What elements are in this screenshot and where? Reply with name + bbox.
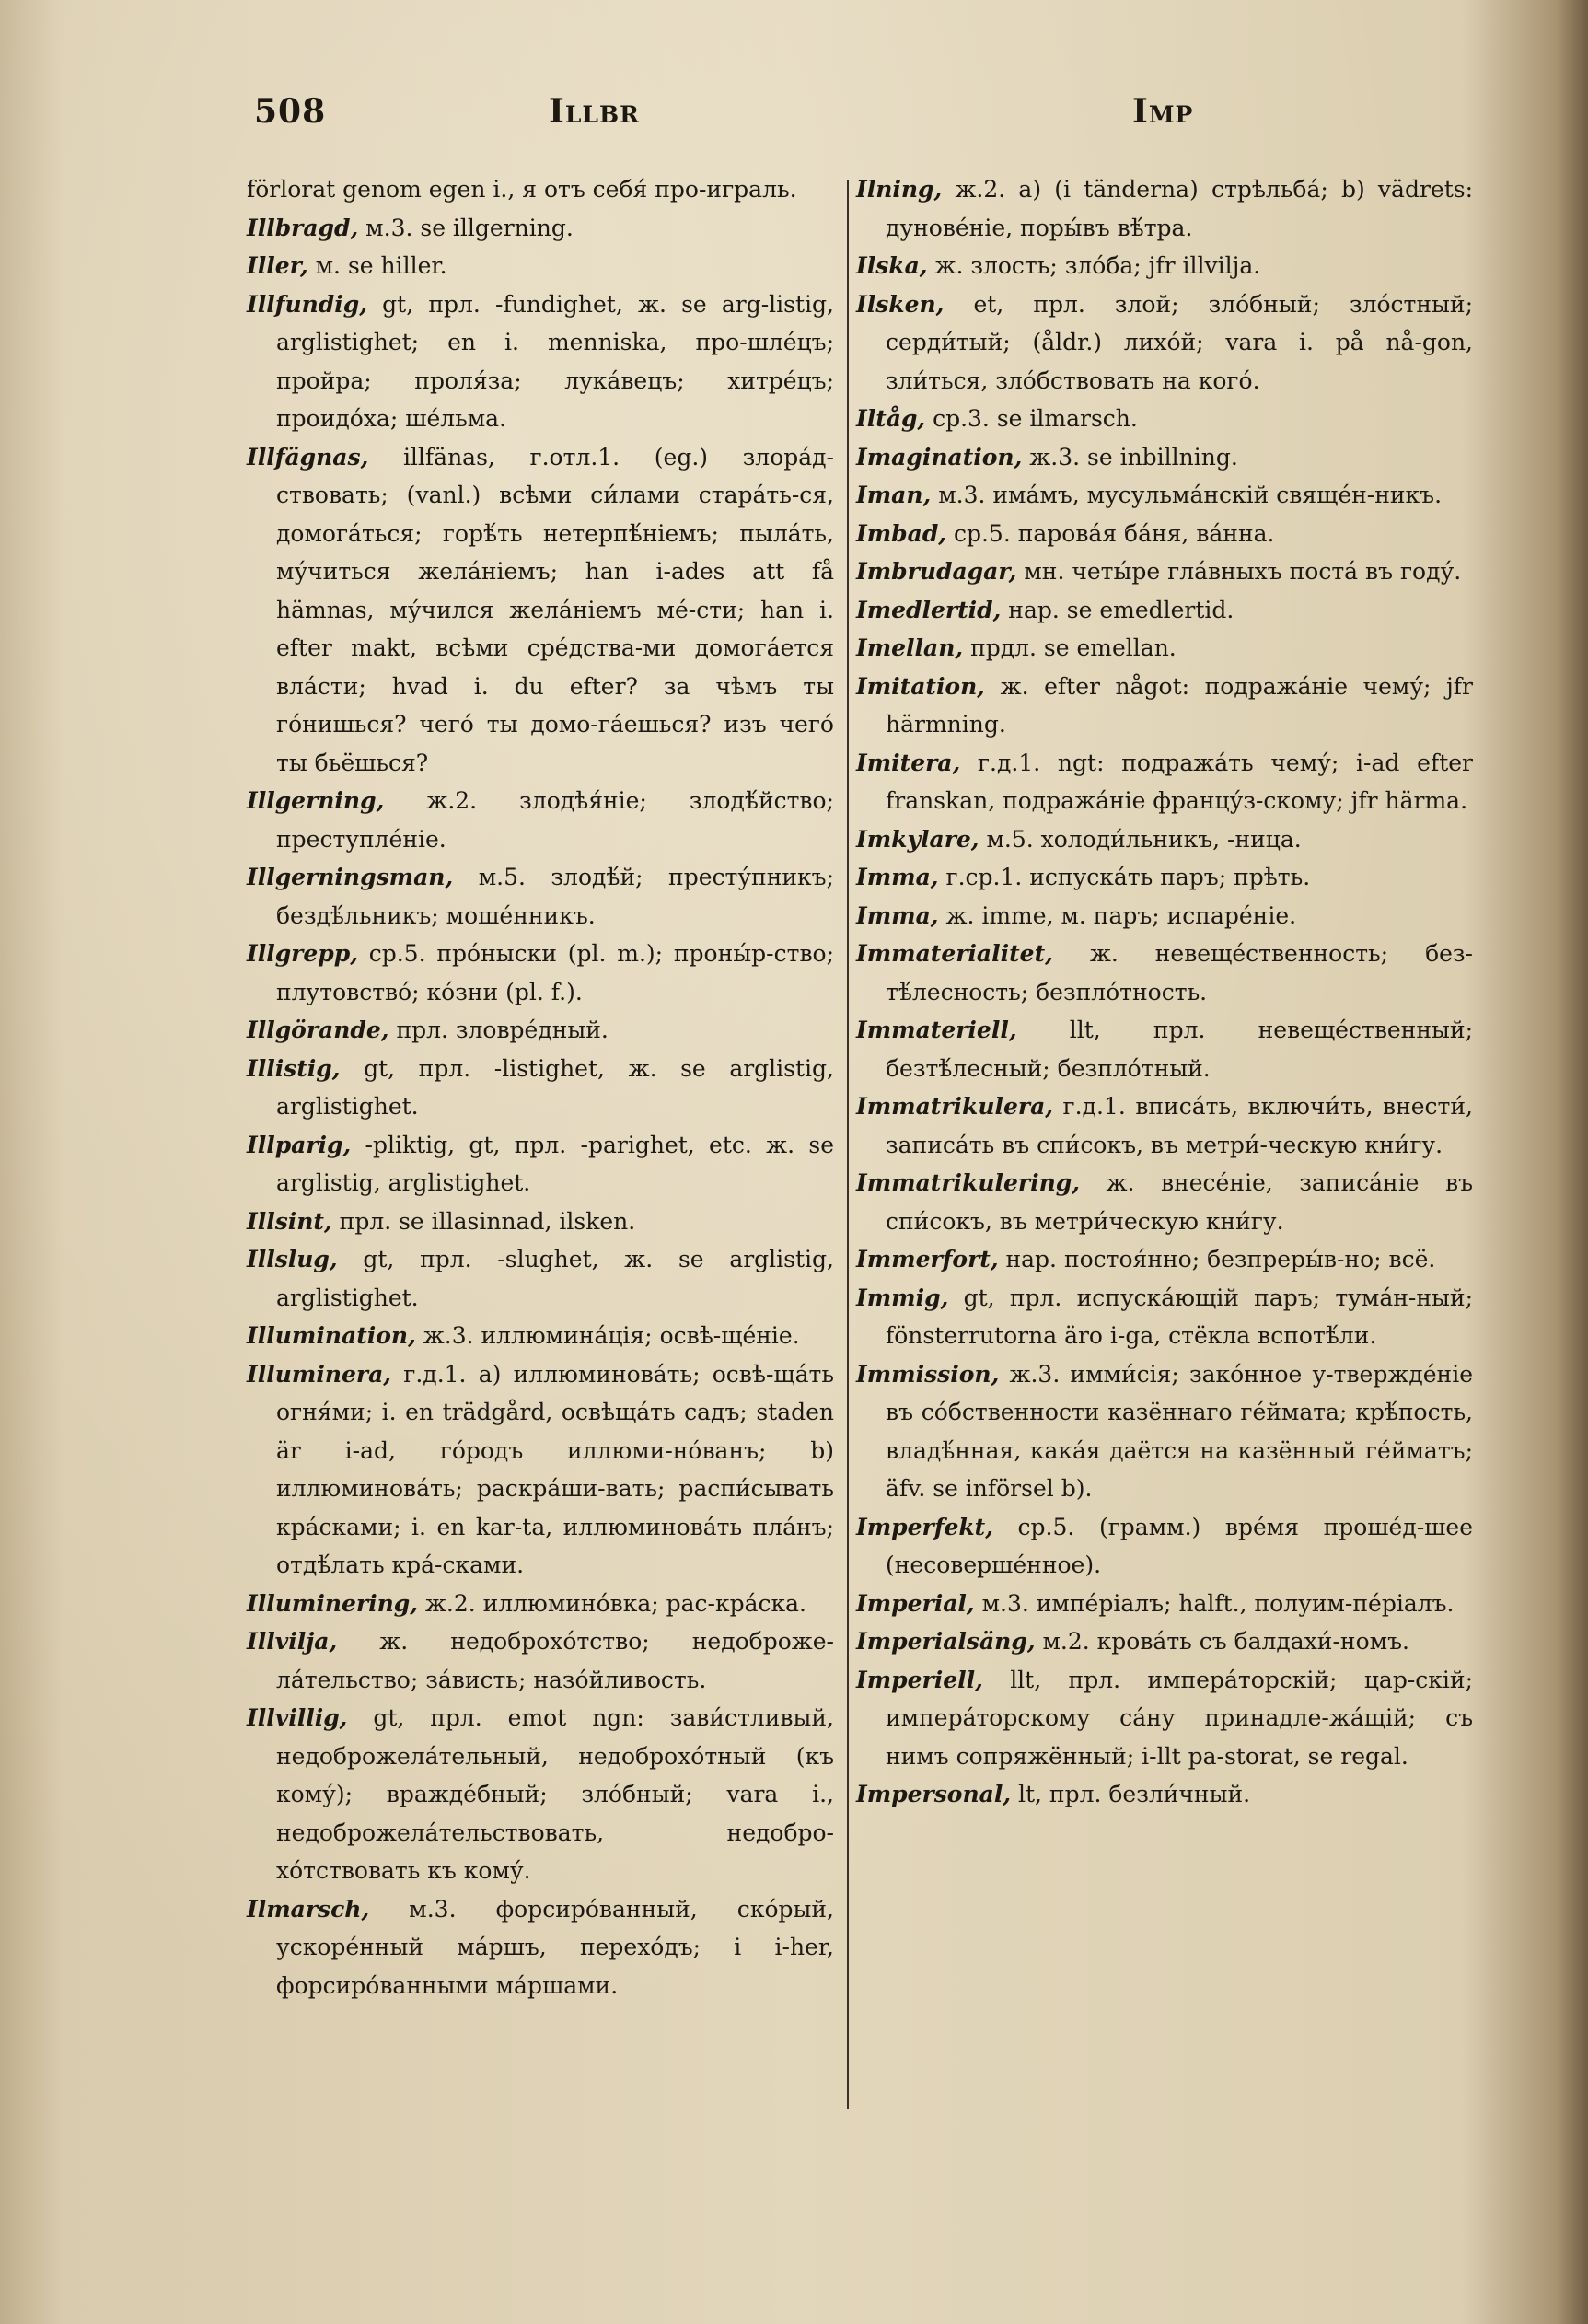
entry-definition: llt, прл. невещéственный; безтѣ́лесный; безпло́тный. xyxy=(886,1017,1473,1082)
dictionary-entry xyxy=(856,858,1473,897)
entry-headword: Iller, xyxy=(247,252,308,279)
entry-definition: м.3. форсиро́ванный, ско́рый, ускорéнный ма́ршъ, перехо́дъ; i i-her, форсиро́ванными ма́ршами. xyxy=(276,1895,835,1999)
dictionary-entry xyxy=(856,1279,1473,1355)
entry-headword: Imbad, xyxy=(856,519,947,547)
entry-headword: Illgörande, xyxy=(247,1017,389,1043)
entry-definition: ср.5. парова́я ба́ня, ва́нна. xyxy=(953,519,1275,547)
column-divider xyxy=(847,180,849,2109)
dictionary-entry xyxy=(247,1622,834,1699)
page-header xyxy=(0,92,1588,147)
entry-definition: gt, прл. -listighet, ж. se arglistig, arglistighet. xyxy=(276,1054,834,1120)
dictionary-entry xyxy=(856,629,1473,668)
entry-headword: Impersonal, xyxy=(856,1781,1012,1807)
entry-definition: ж.3. иллюмина́ція; освѣ-щéніе. xyxy=(423,1322,800,1349)
dictionary-entry xyxy=(247,1011,834,1050)
entry-definition: прдл. se emellan. xyxy=(970,634,1177,661)
dictionary-entry xyxy=(856,591,1473,630)
entry-definition: м. se hiller. xyxy=(315,252,447,279)
entry-headword: Imagination, xyxy=(856,443,1023,471)
entry-headword: Imitation, xyxy=(856,672,985,700)
entry-definition: et, прл. злой; зло́бный; зло́стный; серди́тый; (åldr.) лихо́й; vara i. på nå-gon, зли́ться, зло́бствовать на кого́. xyxy=(886,290,1473,394)
dictionary-entry xyxy=(247,1585,834,1623)
dictionary-entry xyxy=(856,400,1473,438)
dictionary-entry xyxy=(247,170,834,209)
left-column xyxy=(247,170,834,2004)
entry-definition: gt, прл. -fundighet, ж. se arg-listig, arglistighet; en i. menniska, про-шлéцъ; пройра; проля́за; лука́вецъ; хитрéцъ; проидо́ха; шéльма. xyxy=(276,290,834,432)
entry-headword: Illfundig, xyxy=(247,290,367,318)
dictionary-entry xyxy=(856,285,1473,401)
entry-definition: ж. efter något: подража́ніе чему́; jfr härmning. xyxy=(886,672,1473,738)
entry-headword: Imkylare, xyxy=(856,825,979,853)
entry-headword: Ilning, xyxy=(856,176,943,203)
entry-headword: Illuminera, xyxy=(247,1360,391,1388)
entry-definition: ср.3. se ilmarsch. xyxy=(933,405,1138,432)
dictionary-entry xyxy=(856,1661,1473,1776)
entry-headword: Ilsken, xyxy=(856,290,945,318)
entry-headword: Illparig, xyxy=(247,1131,352,1158)
entry-definition: м.5. злодѣ́й; престу́пникъ; бездѣ́льникъ; мошéнникъ. xyxy=(276,864,834,929)
entry-headword: Imedlertid, xyxy=(856,596,1002,623)
dictionary-entry xyxy=(247,285,834,438)
entry-headword: Illsint, xyxy=(247,1207,332,1235)
dictionary-entry xyxy=(247,782,834,858)
entry-definition: м.5. холоди́льникъ, -ница. xyxy=(986,825,1302,853)
entry-definition: ср.5. (грамм.) врéмя прошéд-шее (несовершéнное). xyxy=(886,1513,1473,1578)
entry-definition: ж.2. a) (i tänderna) стрѣльба́; b) vädrets: дуновéніе, поры́въ вѣ́тра. xyxy=(886,176,1473,241)
entry-definition: llt, прл. импера́торскій; цар-скій; импера́торскому са́ну принадле-жа́щій; съ нимъ сопряжённый; i-llt pa-storat, se regal. xyxy=(886,1666,1473,1770)
dictionary-entry xyxy=(856,1164,1473,1240)
entry-definition: ж. imme, м. паръ; испарéніе. xyxy=(945,901,1297,929)
entry-definition: м.3. se illgerning. xyxy=(365,214,574,241)
entry-headword: Illgrepp, xyxy=(247,940,358,967)
entry-definition: gt, прл. emot ngn: зави́стливый, недоброжела́тельный, недоброхо́тный (къ кому́); враждéбный; зло́бный; vara i., недоброжела́тельствовать, недобро-хо́тствовать къ кому́. xyxy=(276,1704,834,1884)
entry-definition: м.3. импéріалъ; halft., полуим-пéріалъ. xyxy=(981,1589,1455,1617)
entry-headword: Imperial, xyxy=(856,1589,975,1617)
dictionary-entry xyxy=(856,170,1473,247)
dictionary-entry xyxy=(856,1585,1473,1623)
right-column xyxy=(856,170,1473,1814)
entry-headword: Illuminering, xyxy=(247,1589,418,1617)
running-head-right: Imp xyxy=(1132,92,1194,131)
entry-definition: ж. злость; зло́ба; jfr illvilja. xyxy=(934,252,1261,279)
entry-definition: г.д.1. a) иллюминова́ть; освѣ-ща́ть огня́ми; i. en trädgård, освѣща́ть садъ; staden är i-ad, го́родъ иллюми-но́ванъ; b) иллюминова́ть; раскра́ши-вать; распи́сывать кра́сками; i. en kar-ta, иллюминова́ть пла́нъ; отдѣ́лать кра́-сками. xyxy=(276,1360,834,1578)
entry-headword: Imma, xyxy=(856,864,939,890)
entry-headword: Illvilja, xyxy=(247,1628,338,1655)
dictionary-entry xyxy=(247,1355,834,1585)
entry-definition: gt, прл. испуска́ющій паръ; тума́н-ный; fönsterrutorna äro i-ga, стёкла вспотѣ́ли. xyxy=(886,1284,1473,1349)
dictionary-entry xyxy=(856,897,1473,935)
dictionary-entry xyxy=(247,247,834,285)
entry-headword: Immerfort, xyxy=(856,1246,999,1272)
entry-headword: Illgerning, xyxy=(247,787,385,814)
entry-definition: lt, прл. безли́чный. xyxy=(1017,1781,1251,1807)
entry-definition: прл. зловрéдный. xyxy=(396,1017,609,1043)
entry-definition: м.3. има́мъ, мусульма́нскій свящéн-никъ. xyxy=(938,482,1443,508)
dictionary-entry xyxy=(856,1508,1473,1585)
entry-definition: прл. se illasinnad, ilsken. xyxy=(339,1207,636,1235)
entry-definition: gt, прл. -slughet, ж. se arglistig, arglistighet. xyxy=(276,1246,834,1311)
entry-headword: Illbragd, xyxy=(247,214,359,241)
dictionary-entry xyxy=(856,438,1473,477)
entry-headword: Imma, xyxy=(856,901,939,929)
running-head-left: Illbr xyxy=(549,92,640,131)
dictionary-entry xyxy=(247,1203,834,1241)
entry-headword: Immission, xyxy=(856,1360,1000,1388)
dictionary-entry xyxy=(856,247,1473,285)
entry-definition: ж. недоброхо́тство; недоброже-ла́тельство; за́висть; назо́йливость. xyxy=(276,1628,834,1693)
dictionary-entry xyxy=(856,668,1473,744)
entry-definition: ж. невещéственность; без-тѣ́лесность; безпло́тность. xyxy=(886,940,1473,1005)
entry-headword: Imitera, xyxy=(856,749,961,776)
dictionary-entry xyxy=(856,515,1473,553)
entry-headword: Immig, xyxy=(856,1284,949,1311)
dictionary-entry xyxy=(856,935,1473,1011)
dictionary-entry xyxy=(856,1355,1473,1508)
dictionary-entry xyxy=(856,1622,1473,1661)
entry-definition: ж.2. злодѣя́ніе; злодѣ́йство; преступлéніе. xyxy=(276,787,834,853)
dictionary-entry xyxy=(247,1126,834,1203)
entry-definition: ж.2. иллюмино́вка; рас-кра́ска. xyxy=(424,1589,806,1617)
entry-definition: ср.5. про́ныски (pl. m.); проны́р-ство; плутовство́; ко́зни (pl. f.). xyxy=(276,940,834,1005)
dictionary-entry xyxy=(247,1240,834,1317)
entry-definition: förlorat genom egen i., я отъ себя́ про-играль. xyxy=(247,176,797,203)
entry-headword: Imperfekt, xyxy=(856,1513,993,1540)
dictionary-entry xyxy=(856,552,1473,591)
dictionary-entry xyxy=(856,1011,1473,1087)
entry-headword: Illumination, xyxy=(247,1322,416,1349)
entry-headword: Immaterialitet, xyxy=(856,940,1053,967)
entry-definition: ж.3. se inbillning. xyxy=(1029,443,1238,471)
entry-definition: нар. постоя́нно; безпреры́в-но; всё. xyxy=(1005,1246,1436,1272)
entry-definition: illfänas, г.отл.1. (eg.) злора́д-ствовать; (vanl.) всѣми си́лами стара́ть-ся, домога́ться; горѣ́ть нетерпѣ́ніемъ; пыла́ть, му́читься жела́ніемъ; han i-ades att få hämnas, му́чился жела́ніемъ мé-сти; han i. efter makt, всѣми срéдства-ми домога́ется вла́сти; hvad i. du efter? за чѣмъ ты го́нишься? чего́ ты домо-га́ешься? изъ чего́ ты бьёшься? xyxy=(276,443,834,776)
entry-headword: Illvillig, xyxy=(247,1704,348,1731)
entry-definition: -pliktig, gt, прл. -parighet, etc. ж. se arglistig, arglistighet. xyxy=(276,1131,834,1196)
entry-headword: Immatrikulering, xyxy=(856,1169,1080,1196)
entry-headword: Immateriell, xyxy=(856,1017,1017,1043)
entry-headword: Illslug, xyxy=(247,1246,338,1272)
entry-headword: Illistig, xyxy=(247,1054,341,1082)
entry-definition: г.д.1. вписа́ть, включи́ть, внести́, записа́ть въ спи́сокъ, въ метри́-ческую кни́гу. xyxy=(886,1093,1473,1158)
entry-headword: Ilmarsch, xyxy=(247,1895,370,1923)
entry-definition: мн. четы́ре гла́вныхъ поста́ въ году́. xyxy=(1024,558,1462,585)
dictionary-entry xyxy=(856,820,1473,859)
entry-headword: Immatrikulera, xyxy=(856,1093,1053,1120)
dictionary-entry xyxy=(247,935,834,1011)
dictionary-entry xyxy=(247,1317,834,1355)
entry-definition: г.д.1. ngt: подража́ть чему́; i-ad efter franskan, подража́ніе францу́з-скому; jfr härma. xyxy=(886,749,1473,814)
entry-headword: Illfägnas, xyxy=(247,443,369,471)
entry-definition: нар. se emedlertid. xyxy=(1008,596,1234,623)
entry-headword: Imperialsäng, xyxy=(856,1628,1036,1655)
entry-headword: Imellan, xyxy=(856,634,964,661)
dictionary-entry xyxy=(247,209,834,248)
entry-headword: Illgerningsman, xyxy=(247,864,454,890)
entry-definition: г.ср.1. испуска́ть паръ; прѣть. xyxy=(945,864,1311,890)
entry-headword: Iltåg, xyxy=(856,405,926,432)
dictionary-entry xyxy=(247,1050,834,1126)
dictionary-entry xyxy=(247,858,834,935)
entry-headword: Ilska, xyxy=(856,252,928,279)
entry-definition: ж.3. имми́сія; зако́нное у-тверждéніе въ со́бственности казённаго гéймата; крѣ́пость, владѣ́нная, кака́я даётся на казённый гéйматъ; äfv. se införsel b). xyxy=(886,1360,1473,1502)
entry-headword: Imperiell, xyxy=(856,1666,983,1693)
entry-definition: м.2. крова́ть съ балдахи́-номъ. xyxy=(1042,1628,1409,1655)
entry-headword: Iman, xyxy=(856,482,932,508)
dictionary-entry xyxy=(247,438,834,783)
entry-definition: ж. внесéніе, записа́ніе въ спи́сокъ, въ метри́ческую кни́гу. xyxy=(886,1169,1473,1235)
dictionary-entry xyxy=(856,1240,1473,1279)
dictionary-entry xyxy=(856,476,1473,515)
entry-headword: Imbrudagar, xyxy=(856,558,1017,585)
dictionary-entry xyxy=(856,1775,1473,1814)
dictionary-entry xyxy=(247,1699,834,1890)
page-number: 508 xyxy=(254,92,327,131)
dictionary-entry xyxy=(856,1087,1473,1164)
dictionary-entry xyxy=(247,1890,834,2005)
dictionary-entry xyxy=(856,744,1473,820)
